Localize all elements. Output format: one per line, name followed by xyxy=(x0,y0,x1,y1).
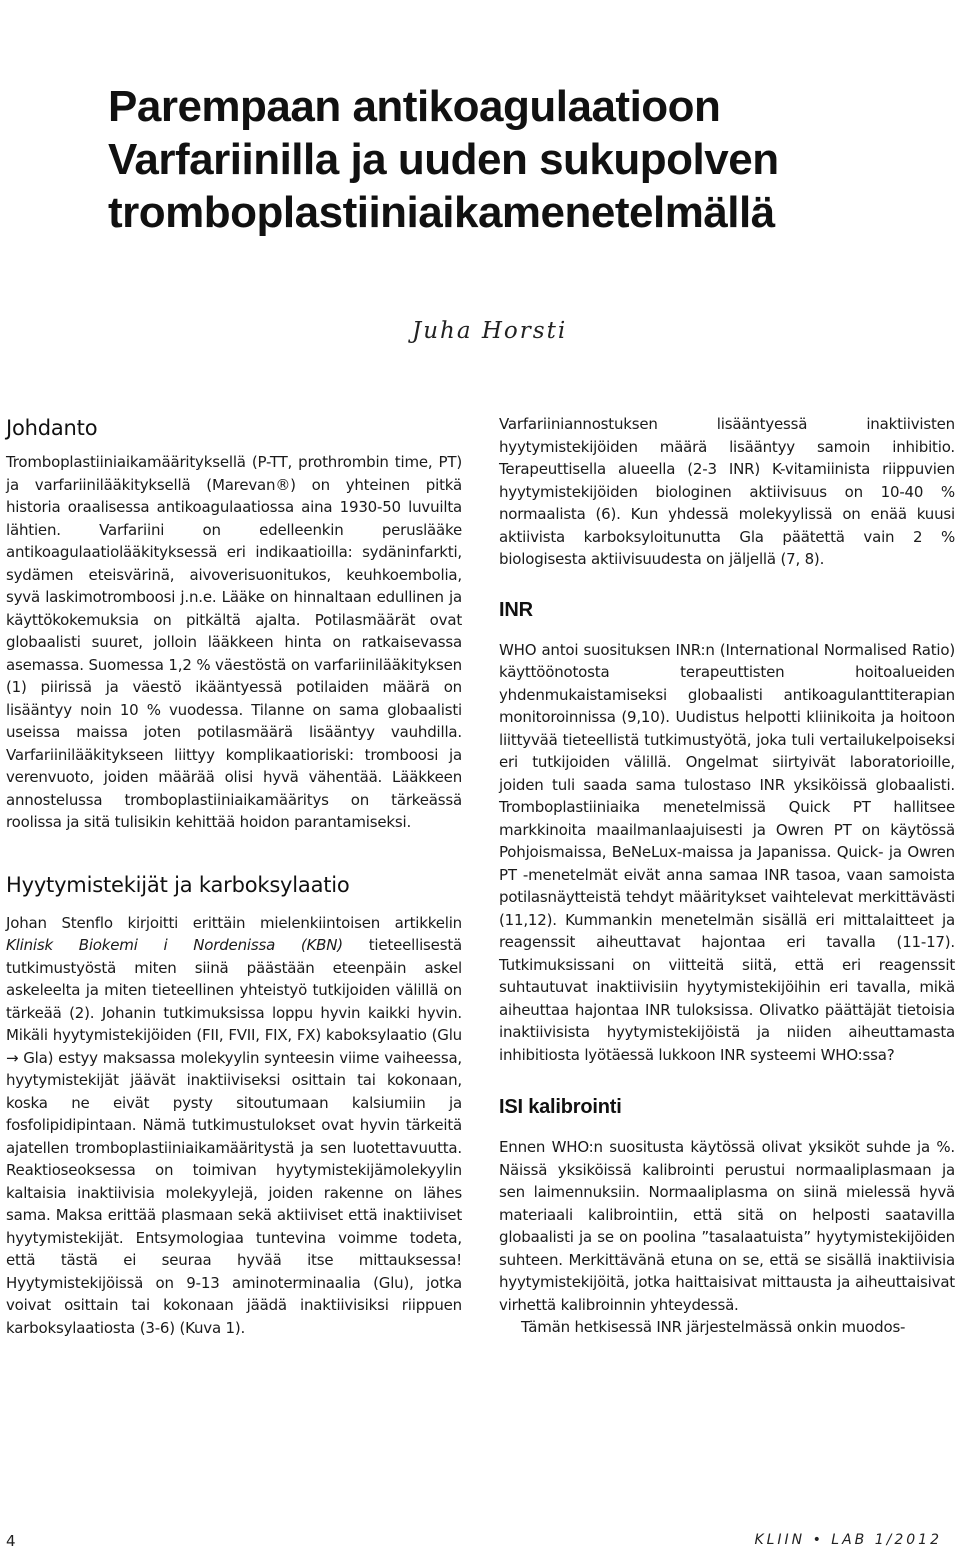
article-title xyxy=(108,80,928,239)
left-column xyxy=(6,413,462,1339)
paragraph-right-intro: Varfariiniannostuksen lisääntyessä inaktiivisten hyytymistekijöiden määrä lisääntyy samoin inhibitio. Terapeuttisella alueella (2-3 INR) K-vitamiinista riippuvien hyytymistekijöiden biologinen aktiivisuus on 10-40 % normaalista (6). Kun yhdessä molekyylissä on enää kuusi aktiivista karboksyloitunutta Gla päätettä vain 2 % biologisesta aktiivisuudesta on jäljellä (7, 8). xyxy=(499,415,955,568)
paragraph-johdanto: Tromboplastiiniaikamäärityksellä (P-TT, prothrombin time, PT) ja varfariinilääkityksellä (Marevan®) on yhteinen pitkä historia oraalisessa antikoagulaatiossa aina 1930-50 luvuilta lähtien. Varfariini on edelleenkin peruslääke antikoagulaatiolääkityksessä eri indikaatioilla: sydäninfarkti, sydämen eteisvärinä, aivoverisuonitukos, keuhkoembolia, syvä laskimotromboosi j.n.e. Lääke on hinnaltaan edullinen ja käyttökokemuksia on pitkältä ajalta. Potilasmäärät ovat globaalisti suuret, jolloin lääkkeen hinta on ratkaisevassa asemassa. Suomessa 1,2 % väestöstä on varfariinilääkityksen (1) piirissä ja väestö ikääntyessä potilaiden määrä on lisääntyy noin 10 % vuodessa. Tilanne on sama globaalisti useissa maissa joten potilasmäärä lisääntyy vauhdilla. Varfariinilääkitykseen liittyy komplikaatioriski: tromboosi ja verenvuoto, joiden määrää olisi hyvä vähentää. Lääkkeen annostelussa tromboplastiiniaikamääritys on tärkeässä roolissa ja sitä tulisikin kehittää hoidon parantamiseksi. xyxy=(6,453,462,831)
author-name: Juha Horsti xyxy=(412,318,568,344)
section-heading-inr: INR xyxy=(499,598,533,621)
paragraph-isi-continued: Tämän hetkisessä INR järjestelmässä onkin muodos- xyxy=(521,1318,906,1336)
right-column xyxy=(499,413,955,1339)
paragraph-text: Johan Stenflo kirjoitti erittäin mielenkiintoisen artikkelin xyxy=(6,913,462,932)
title-line: Parempaan antikoagulaatioon xyxy=(108,82,721,131)
journal-footer: KLIIN • LAB 1/2012 xyxy=(754,1532,942,1548)
title-line: Varfariinilla ja uuden sukupolven xyxy=(108,135,779,184)
title-line: tromboplastiiniaikamenetelmällä xyxy=(108,188,775,237)
paragraph-inr: WHO antoi suosituksen INR:n (International Normalised Ratio) käyttöönotosta terapeuttisten hoitoalueiden yhdenmukaistamiseksi globaalisti antikoagulanttiterapian monitoroinnissa (9,10). Uudistus helpotti kliinikoita ja hoitoon liittyvää tieteellistä tutkimustyötä, joka tuli vertailukelpoiseksi eri tutkijoiden välillä. Ongelmat siirtyivät laboratorioille, joiden tuli saada sama tulostaso INR yksiköissä globaalisti. Tromboplastiiniaika menetelmissä Quick PT hallitsee markkinoita maailmanlaajuisesti ja Owren PT on käytössä Pohjoismaissa, BeNeLux-maissa ja Japanissa. Quick- ja Owren PT -menetelmät eivät anna samaa INR tasoa, vaan samoista potilasnäytteistä tehdyt määritykset vaihtelevat merkittävästi (11,12). Kummankin menetelmän sisällä eri mittalaitteet ja reagenssit aiheuttavat hajontaa eri tavalla (11-17). Tutkimuksissani on viitteitä siitä, että eri reagenssit suhtautuvat inaktiivisiin hyytymistekijöihin eri tavalla, mikä aiheuttaa hajontaa INR tuloksissa. Olivatko päättäjät tietoisia inaktiivisista hyytymistekijöistä ja niiden aiheuttamasta inhibitiosta lyötäessä lukkoon INR systeemi WHO:ssa? xyxy=(499,640,955,1064)
paragraph-text: tieteellisestä tutkimustyöstä miten siinä päästään eteenpäin askel askeleelta ja miten tieteellinen yhteistyö tutkijoiden välillä on tärkeää (2). Johanin tutkimuksissa loppu hyvin kaikki hyvin. Mikäli hyytymistekijöiden (FII, FVII, FIX, FX) kaboksylaatio (Glu → Gla) estyy maksassa molekyylin synteesin viime vaiheessa, hyytymistekijät jäävät inaktiiviseksi osittain tai kokonaan, koska ne eivät pysty sitoutumaan kalsiumiin ja fosfolipidipintaan. Nämä tutkimustulokset ovat hyvin tärkeitä ajatellen tromboplastiiniaikamääritystä ja sen luotettavuutta. Reaktioseoksessa on toimivan hyytymistekijämolekyylin kaltaisia inaktiivisia molekyylejä, joiden rakenne on lähes sama. Maksa erittää plasmaan sekä aktiiviset että inaktiiviset hyytymistekijät. Entsymologiaa tuntevina voimme todeta, että tästä ei seuraa hyvää itse mittauksessa! Hyytymistekijöissä on 9-13 aminoterminaalia (Glu), jotka voivat osittain tai kokonaan jäädä inaktiivisiksi riippuen karboksylaatiosta (3-6) (Kuva 1). xyxy=(6,936,462,1337)
section-heading-johdanto: Johdanto xyxy=(6,416,98,440)
section-heading-hyytymistekijat: Hyytymistekijät ja karboksylaatio xyxy=(6,872,350,897)
journal-name: Klinisk Biokemi i Nordenissa (KBN) xyxy=(6,936,343,954)
page-number: 4 xyxy=(6,1532,16,1550)
paragraph-isi: Ennen WHO:n suositusta käytössä olivat yksiköt suhde ja %. Näissä yksiköissä kalibrointi perustui normaaliplasmaan ja sen laimennuksiin. Normaaliplasma on siinä mielessä hyvä materiaali kalibrointiin, että sitä on helposti saatavilla globaalisti ja se on poolina ”tasalaatuista” hyytymistekijöiden suhteen. Merkittävänä etuna on se, että se sisällä inaktiivisia hyytymistekijöitä, jotka haittaisivat mittausta ja aiheuttaisivat virhettä kalibroinnin yhteydessä. xyxy=(499,1138,955,1314)
paragraph-hyytymistekijat xyxy=(6,912,462,1340)
section-heading-isi: ISI kalibrointi xyxy=(499,1096,622,1118)
